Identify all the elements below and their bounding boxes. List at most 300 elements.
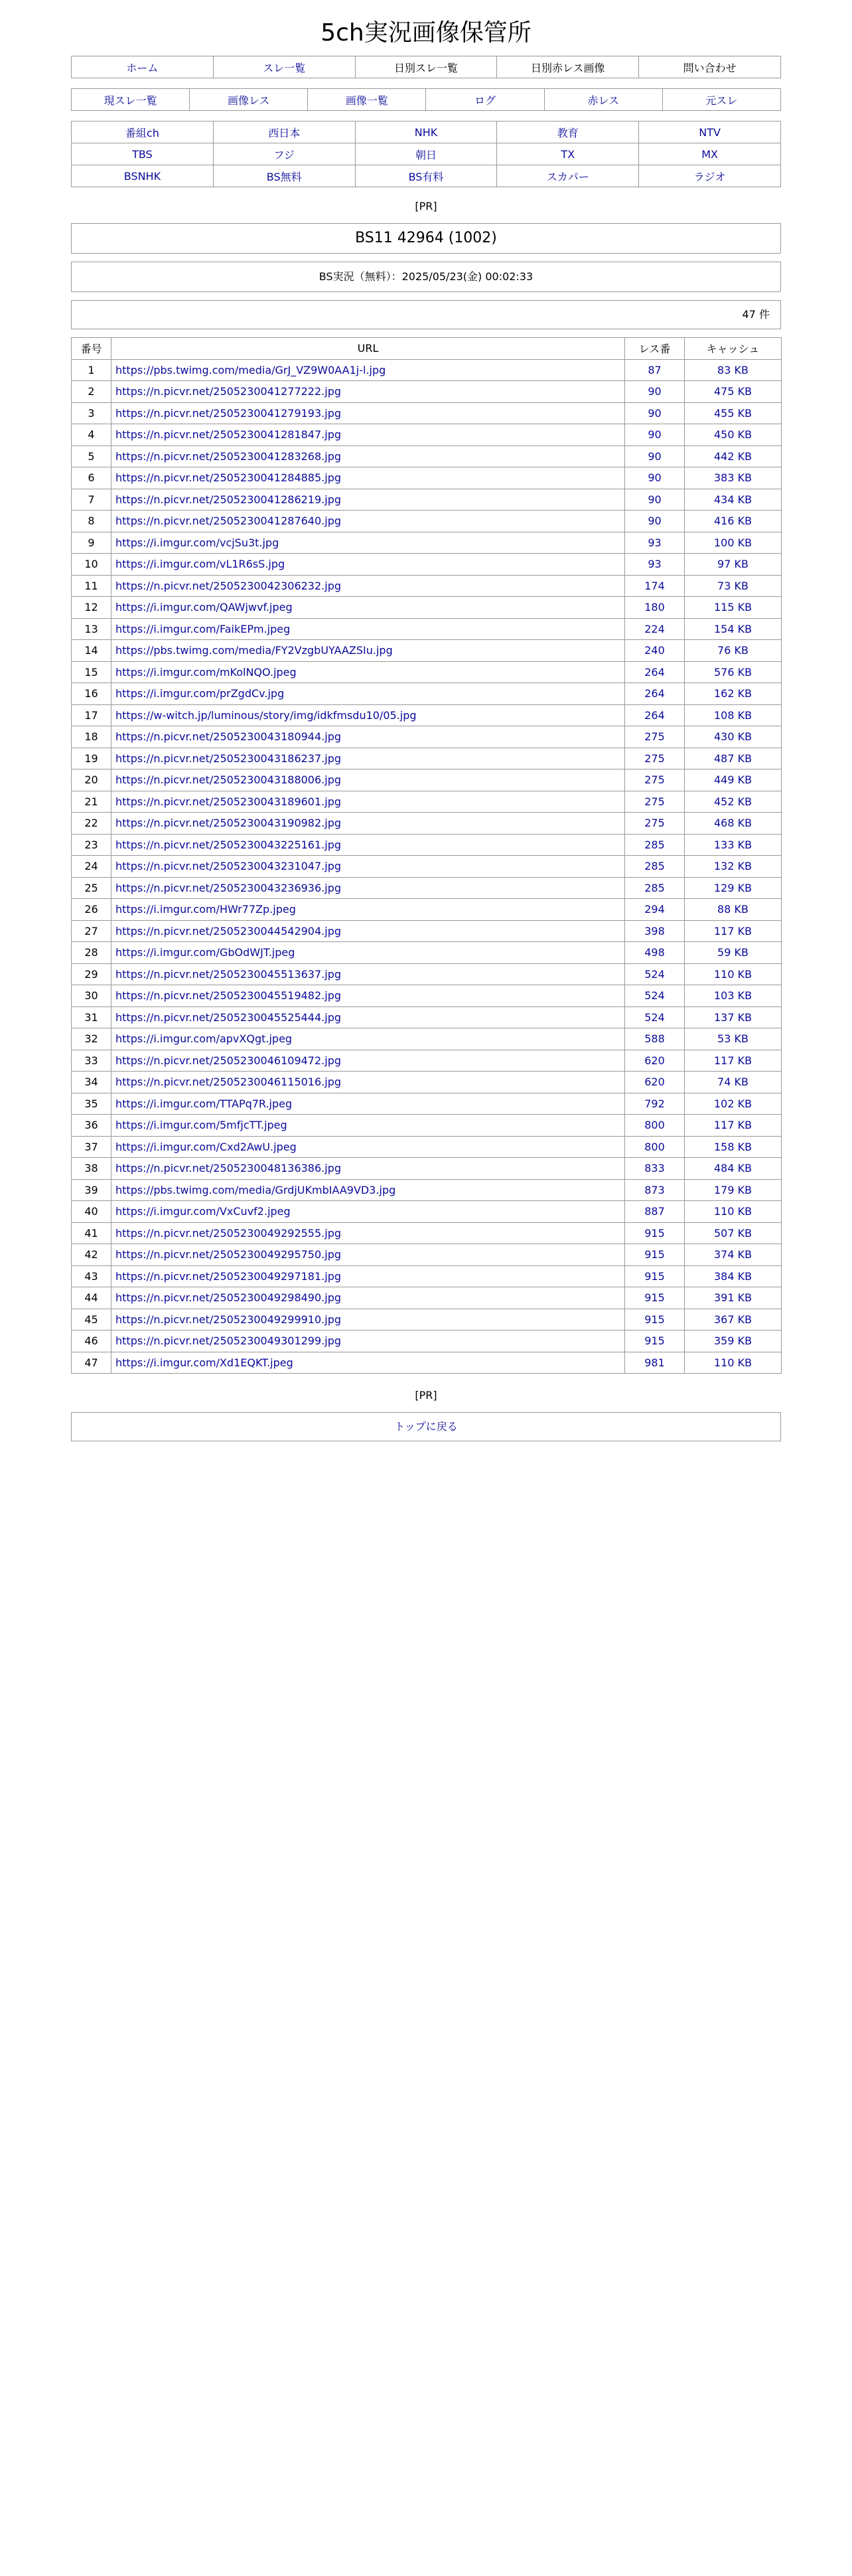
row-cache[interactable]: 384 KB <box>713 1269 752 1283</box>
row-url-cell[interactable] <box>111 1244 625 1266</box>
row-url-cell[interactable] <box>111 597 625 619</box>
row-url[interactable]: https://n.picvr.net/2505230043186237.jpg <box>115 752 342 765</box>
row-res-number-cell[interactable] <box>625 1050 685 1072</box>
thread-nav-item[interactable] <box>662 89 780 111</box>
board-link-label[interactable]: 西日本 <box>268 126 301 139</box>
main-nav-item-label[interactable]: スレ一覧 <box>263 61 306 74</box>
row-url[interactable]: https://n.picvr.net/2505230048136386.jpg <box>115 1162 342 1175</box>
row-res-number-cell[interactable] <box>625 489 685 511</box>
row-res-number[interactable]: 240 <box>644 644 665 657</box>
board-link[interactable] <box>497 143 639 165</box>
board-link-label[interactable]: 朝日 <box>415 148 437 161</box>
row-res-number[interactable]: 915 <box>644 1313 665 1326</box>
row-cache[interactable]: 576 KB <box>713 665 752 679</box>
row-url-cell[interactable] <box>111 1050 625 1072</box>
row-url[interactable]: https://n.picvr.net/2505230043190982.jpg <box>115 817 342 830</box>
row-res-number-cell[interactable] <box>625 1309 685 1330</box>
row-url-cell[interactable] <box>111 1287 625 1309</box>
board-link-label[interactable]: スカパー <box>546 170 589 183</box>
row-res-number-cell[interactable] <box>625 359 685 381</box>
row-res-number-cell[interactable] <box>625 1115 685 1137</box>
thread-nav-item-label[interactable]: 元スレ <box>705 94 738 107</box>
row-url[interactable]: https://i.imgur.com/mKolNQO.jpeg <box>115 665 297 679</box>
row-url[interactable]: https://n.picvr.net/2505230043188006.jpg <box>115 773 342 787</box>
row-cache-cell[interactable] <box>685 942 782 964</box>
row-url[interactable]: https://i.imgur.com/vL1R6sS.jpg <box>115 558 285 571</box>
thread-nav-item-label[interactable]: 現スレ一覧 <box>104 94 157 107</box>
row-cache[interactable]: 359 KB <box>713 1334 752 1348</box>
main-nav-item-label[interactable]: ホーム <box>126 61 159 74</box>
row-res-number[interactable]: 180 <box>644 601 665 614</box>
board-link[interactable] <box>355 165 497 187</box>
row-res-number-cell[interactable] <box>625 942 685 964</box>
row-res-number-cell[interactable] <box>625 1072 685 1093</box>
row-cache-cell[interactable] <box>685 920 782 942</box>
row-res-number-cell[interactable] <box>625 1265 685 1287</box>
row-url[interactable]: https://n.picvr.net/2505230042306232.jpg <box>115 579 342 592</box>
row-url[interactable]: https://n.picvr.net/2505230044542904.jpg <box>115 924 342 937</box>
row-res-number[interactable]: 93 <box>648 558 662 571</box>
row-cache-cell[interactable] <box>685 489 782 511</box>
board-link-label[interactable]: TX <box>561 147 575 161</box>
row-res-number-cell[interactable] <box>625 1006 685 1028</box>
row-res-number-cell[interactable] <box>625 1201 685 1223</box>
row-res-number[interactable]: 87 <box>648 363 662 376</box>
row-url[interactable]: https://n.picvr.net/2505230043231047.jpg <box>115 860 342 873</box>
row-url[interactable]: https://n.picvr.net/2505230045519482.jpg <box>115 989 342 1003</box>
row-cache-cell[interactable] <box>685 704 782 726</box>
row-res-number[interactable]: 873 <box>644 1183 665 1196</box>
row-cache-cell[interactable] <box>685 424 782 446</box>
row-url-cell[interactable] <box>111 1309 625 1330</box>
row-cache[interactable]: 97 KB <box>717 558 748 571</box>
row-url[interactable]: https://i.imgur.com/FaikEPm.jpeg <box>115 622 291 635</box>
row-url-cell[interactable] <box>111 424 625 446</box>
row-cache[interactable]: 450 KB <box>713 428 752 442</box>
row-cache-cell[interactable] <box>685 748 782 769</box>
row-url-cell[interactable] <box>111 1330 625 1352</box>
board-link-label[interactable]: MX <box>701 147 718 161</box>
row-cache[interactable]: 367 KB <box>713 1313 752 1326</box>
row-url-cell[interactable] <box>111 856 625 878</box>
row-url[interactable]: https://n.picvr.net/2505230046109472.jpg <box>115 1054 342 1067</box>
row-url[interactable]: https://i.imgur.com/vcjSu3t.jpg <box>115 536 279 549</box>
row-res-number[interactable]: 800 <box>644 1140 665 1153</box>
board-link-label[interactable]: NHK <box>414 125 438 139</box>
board-link[interactable] <box>72 165 214 187</box>
board-link-label[interactable]: NTV <box>699 125 721 139</box>
row-cache-cell[interactable] <box>685 575 782 597</box>
row-cache[interactable]: 468 KB <box>713 817 752 830</box>
row-cache[interactable]: 374 KB <box>713 1248 752 1261</box>
row-url[interactable]: https://i.imgur.com/TTAPq7R.jpeg <box>115 1097 293 1110</box>
row-cache-cell[interactable] <box>685 683 782 705</box>
row-cache-cell[interactable] <box>685 1222 782 1244</box>
row-url[interactable]: https://n.picvr.net/2505230041277222.jpg <box>115 385 342 398</box>
row-res-number-cell[interactable] <box>625 726 685 748</box>
board-link-label[interactable]: 番組ch <box>125 126 159 139</box>
row-cache-cell[interactable] <box>685 1179 782 1201</box>
thread-nav-item-label[interactable]: 赤レス <box>587 94 619 107</box>
row-url-cell[interactable] <box>111 467 625 489</box>
row-url[interactable]: https://i.imgur.com/apvXQgt.jpeg <box>115 1032 293 1046</box>
row-cache-cell[interactable] <box>685 445 782 467</box>
row-res-number-cell[interactable] <box>625 920 685 942</box>
row-url-cell[interactable] <box>111 899 625 921</box>
row-url[interactable]: https://i.imgur.com/5mfjcTT.jpeg <box>115 1119 287 1132</box>
row-cache[interactable]: 416 KB <box>713 515 752 528</box>
row-res-number-cell[interactable] <box>625 511 685 532</box>
row-url-cell[interactable] <box>111 834 625 856</box>
row-url-cell[interactable] <box>111 381 625 403</box>
row-cache-cell[interactable] <box>685 877 782 899</box>
main-nav-item[interactable] <box>213 56 355 78</box>
row-res-number-cell[interactable] <box>625 1093 685 1115</box>
board-link-label[interactable]: TBS <box>132 147 153 161</box>
row-res-number-cell[interactable] <box>625 704 685 726</box>
row-cache[interactable]: 455 KB <box>713 406 752 420</box>
row-url-cell[interactable] <box>111 402 625 424</box>
row-cache[interactable]: 452 KB <box>713 795 752 808</box>
row-cache-cell[interactable] <box>685 1093 782 1115</box>
board-link[interactable] <box>497 121 639 143</box>
row-url-cell[interactable] <box>111 704 625 726</box>
row-res-number-cell[interactable] <box>625 424 685 446</box>
row-cache[interactable]: 88 KB <box>717 903 748 916</box>
row-res-number-cell[interactable] <box>625 1136 685 1158</box>
row-cache[interactable]: 442 KB <box>713 449 752 463</box>
row-res-number[interactable]: 264 <box>644 687 665 700</box>
row-res-number[interactable]: 285 <box>644 860 665 873</box>
row-url[interactable]: https://i.imgur.com/Cxd2AwU.jpeg <box>115 1140 297 1153</box>
board-link[interactable] <box>72 121 214 143</box>
row-url[interactable]: https://n.picvr.net/2505230049292555.jpg <box>115 1226 342 1240</box>
row-url-cell[interactable] <box>111 683 625 705</box>
row-cache-cell[interactable] <box>685 640 782 662</box>
row-cache[interactable]: 117 KB <box>713 1119 752 1132</box>
row-cache[interactable]: 110 KB <box>713 1205 752 1218</box>
board-link[interactable] <box>497 165 639 187</box>
row-url-cell[interactable] <box>111 963 625 985</box>
row-res-number-cell[interactable] <box>625 985 685 1007</box>
row-url-cell[interactable] <box>111 489 625 511</box>
row-cache-cell[interactable] <box>685 1352 782 1374</box>
row-url-cell[interactable] <box>111 877 625 899</box>
row-cache-cell[interactable] <box>685 1158 782 1180</box>
row-res-number-cell[interactable] <box>625 1330 685 1352</box>
row-url[interactable]: https://n.picvr.net/2505230041281847.jpg <box>115 428 342 442</box>
row-res-number-cell[interactable] <box>625 748 685 769</box>
row-res-number-cell[interactable] <box>625 640 685 662</box>
row-cache-cell[interactable] <box>685 1287 782 1309</box>
row-url[interactable]: https://n.picvr.net/2505230046115016.jpg <box>115 1076 342 1089</box>
row-cache[interactable]: 110 KB <box>713 967 752 981</box>
row-cache[interactable]: 53 KB <box>717 1032 748 1046</box>
row-cache[interactable]: 137 KB <box>713 1010 752 1024</box>
row-res-number-cell[interactable] <box>625 467 685 489</box>
row-cache-cell[interactable] <box>685 1201 782 1223</box>
row-res-number[interactable]: 285 <box>644 881 665 894</box>
row-url[interactable]: https://n.picvr.net/2505230043236936.jpg <box>115 881 342 894</box>
row-cache-cell[interactable] <box>685 1006 782 1028</box>
row-cache[interactable]: 133 KB <box>713 838 752 851</box>
row-url-cell[interactable] <box>111 920 625 942</box>
row-res-number[interactable]: 915 <box>644 1269 665 1283</box>
row-url-cell[interactable] <box>111 618 625 640</box>
thread-nav-item[interactable] <box>190 89 308 111</box>
row-url-cell[interactable] <box>111 511 625 532</box>
row-res-number[interactable]: 275 <box>644 730 665 744</box>
row-res-number-cell[interactable] <box>625 963 685 985</box>
row-res-number[interactable]: 620 <box>644 1076 665 1089</box>
row-url-cell[interactable] <box>111 640 625 662</box>
row-url[interactable]: https://pbs.twimg.com/media/GrJ_VZ9W0AA1j-l.jpg <box>115 363 386 376</box>
board-link-label[interactable]: 教育 <box>557 126 579 139</box>
row-url-cell[interactable] <box>111 1115 625 1137</box>
thread-nav-item-label[interactable]: ログ <box>474 94 496 107</box>
row-cache[interactable]: 115 KB <box>713 601 752 614</box>
row-url-cell[interactable] <box>111 769 625 791</box>
thread-nav-item-label[interactable]: 画像一覧 <box>345 94 388 107</box>
row-res-number-cell[interactable] <box>625 445 685 467</box>
row-res-number[interactable]: 275 <box>644 795 665 808</box>
row-res-number[interactable]: 294 <box>644 903 665 916</box>
row-res-number[interactable]: 174 <box>644 579 665 592</box>
row-res-number[interactable]: 833 <box>644 1162 665 1175</box>
row-cache[interactable]: 154 KB <box>713 622 752 635</box>
row-res-number[interactable]: 90 <box>648 493 662 506</box>
board-link[interactable] <box>213 165 355 187</box>
row-url[interactable]: https://n.picvr.net/2505230041284885.jpg <box>115 471 342 485</box>
row-url-cell[interactable] <box>111 813 625 835</box>
row-url[interactable]: https://pbs.twimg.com/media/GrdjUKmbIAA9VD3.jpg <box>115 1183 396 1196</box>
row-cache[interactable]: 162 KB <box>713 687 752 700</box>
thread-nav-item[interactable] <box>308 89 426 111</box>
row-cache[interactable]: 102 KB <box>713 1097 752 1110</box>
row-cache-cell[interactable] <box>685 985 782 1007</box>
row-url[interactable]: https://i.imgur.com/HWr77Zp.jpeg <box>115 903 296 916</box>
row-res-number-cell[interactable] <box>625 618 685 640</box>
row-url[interactable]: https://pbs.twimg.com/media/FY2VzgbUYAAZSIu.jpg <box>115 644 393 657</box>
row-cache[interactable]: 74 KB <box>717 1076 748 1089</box>
row-cache[interactable]: 391 KB <box>713 1291 752 1305</box>
row-res-number-cell[interactable] <box>625 856 685 878</box>
row-res-number-cell[interactable] <box>625 1179 685 1201</box>
row-res-number[interactable]: 285 <box>644 838 665 851</box>
row-cache[interactable]: 83 KB <box>717 363 748 376</box>
row-url-cell[interactable] <box>111 1222 625 1244</box>
row-url[interactable]: https://n.picvr.net/2505230041286219.jpg <box>115 493 342 506</box>
row-res-number[interactable]: 224 <box>644 622 665 635</box>
row-res-number-cell[interactable] <box>625 791 685 813</box>
board-link-label[interactable]: BSNHK <box>123 169 161 183</box>
row-url[interactable]: https://n.picvr.net/2505230049297181.jpg <box>115 1269 342 1283</box>
row-url[interactable]: https://n.picvr.net/2505230049299910.jpg <box>115 1313 342 1326</box>
row-res-number[interactable]: 398 <box>644 924 665 937</box>
row-res-number-cell[interactable] <box>625 813 685 835</box>
row-url-cell[interactable] <box>111 532 625 554</box>
row-url-cell[interactable] <box>111 445 625 467</box>
row-url[interactable]: https://i.imgur.com/GbOdWJT.jpeg <box>115 946 295 959</box>
row-cache[interactable]: 158 KB <box>713 1140 752 1153</box>
row-res-number[interactable]: 588 <box>644 1032 665 1046</box>
row-url-cell[interactable] <box>111 554 625 576</box>
row-res-number-cell[interactable] <box>625 1244 685 1266</box>
row-res-number-cell[interactable] <box>625 877 685 899</box>
row-cache-cell[interactable] <box>685 1330 782 1352</box>
row-url-cell[interactable] <box>111 942 625 964</box>
row-url[interactable]: https://n.picvr.net/2505230041287640.jpg <box>115 515 342 528</box>
row-res-number[interactable]: 887 <box>644 1205 665 1218</box>
row-res-number[interactable]: 90 <box>648 449 662 463</box>
row-url-cell[interactable] <box>111 1136 625 1158</box>
row-cache[interactable]: 100 KB <box>713 536 752 549</box>
row-cache[interactable]: 103 KB <box>713 989 752 1003</box>
back-to-top-link[interactable]: トップに戻る <box>394 1420 458 1433</box>
row-url[interactable]: https://n.picvr.net/2505230041279193.jpg <box>115 406 342 420</box>
row-res-number[interactable]: 264 <box>644 708 665 722</box>
row-cache-cell[interactable] <box>685 834 782 856</box>
row-cache-cell[interactable] <box>685 1265 782 1287</box>
row-res-number-cell[interactable] <box>625 381 685 403</box>
row-cache-cell[interactable] <box>685 1050 782 1072</box>
row-res-number[interactable]: 792 <box>644 1097 665 1110</box>
row-url-cell[interactable] <box>111 748 625 769</box>
row-res-number-cell[interactable] <box>625 899 685 921</box>
row-url-cell[interactable] <box>111 661 625 683</box>
board-link[interactable] <box>213 121 355 143</box>
row-url-cell[interactable] <box>111 985 625 1007</box>
row-res-number[interactable]: 90 <box>648 471 662 485</box>
row-cache-cell[interactable] <box>685 532 782 554</box>
board-link-label[interactable]: BS有料 <box>408 170 444 183</box>
row-url[interactable]: https://n.picvr.net/2505230045525444.jpg <box>115 1010 342 1024</box>
row-cache[interactable]: 117 KB <box>713 924 752 937</box>
row-res-number-cell[interactable] <box>625 683 685 705</box>
row-cache[interactable]: 430 KB <box>713 730 752 744</box>
row-res-number[interactable]: 90 <box>648 406 662 420</box>
row-cache-cell[interactable] <box>685 1309 782 1330</box>
row-cache[interactable]: 108 KB <box>713 708 752 722</box>
row-res-number[interactable]: 524 <box>644 1010 665 1024</box>
row-cache[interactable]: 73 KB <box>717 579 748 592</box>
board-link[interactable] <box>72 143 214 165</box>
row-cache-cell[interactable] <box>685 1136 782 1158</box>
row-cache-cell[interactable] <box>685 769 782 791</box>
row-url[interactable]: https://n.picvr.net/2505230049295750.jpg <box>115 1248 342 1261</box>
row-res-number-cell[interactable] <box>625 1287 685 1309</box>
row-cache-cell[interactable] <box>685 791 782 813</box>
row-res-number[interactable]: 90 <box>648 428 662 442</box>
row-cache[interactable]: 475 KB <box>713 385 752 398</box>
row-url-cell[interactable] <box>111 1093 625 1115</box>
row-url-cell[interactable] <box>111 1028 625 1050</box>
row-cache-cell[interactable] <box>685 467 782 489</box>
row-url[interactable]: https://i.imgur.com/VxCuvf2.jpeg <box>115 1205 291 1218</box>
board-link[interactable] <box>639 121 781 143</box>
row-url-cell[interactable] <box>111 726 625 748</box>
row-res-number[interactable]: 93 <box>648 536 662 549</box>
row-res-number[interactable]: 800 <box>644 1119 665 1132</box>
row-url[interactable]: https://n.picvr.net/2505230043225161.jpg <box>115 838 342 851</box>
main-nav-item[interactable] <box>72 56 214 78</box>
row-url[interactable]: https://n.picvr.net/2505230045513637.jpg <box>115 967 342 981</box>
row-res-number-cell[interactable] <box>625 532 685 554</box>
row-res-number-cell[interactable] <box>625 402 685 424</box>
row-cache-cell[interactable] <box>685 813 782 835</box>
row-url[interactable]: https://i.imgur.com/QAWjwvf.jpeg <box>115 601 293 614</box>
board-link[interactable] <box>213 143 355 165</box>
row-res-number[interactable]: 915 <box>644 1334 665 1348</box>
row-res-number[interactable]: 90 <box>648 385 662 398</box>
row-res-number-cell[interactable] <box>625 554 685 576</box>
row-url[interactable]: https://w-witch.jp/luminous/story/img/idkfmsdu10/05.jpg <box>115 708 417 722</box>
row-res-number-cell[interactable] <box>625 769 685 791</box>
board-link[interactable] <box>355 121 497 143</box>
row-res-number[interactable]: 524 <box>644 967 665 981</box>
row-cache-cell[interactable] <box>685 856 782 878</box>
row-res-number[interactable]: 915 <box>644 1291 665 1305</box>
row-url-cell[interactable] <box>111 359 625 381</box>
row-cache[interactable]: 434 KB <box>713 493 752 506</box>
row-res-number-cell[interactable] <box>625 1222 685 1244</box>
board-link[interactable] <box>639 165 781 187</box>
row-cache[interactable]: 59 KB <box>717 946 748 959</box>
row-url[interactable]: https://n.picvr.net/2505230049298490.jpg <box>115 1291 342 1305</box>
row-cache-cell[interactable] <box>685 899 782 921</box>
row-cache-cell[interactable] <box>685 661 782 683</box>
board-link-label[interactable]: BS無料 <box>266 170 302 183</box>
thread-nav-item[interactable] <box>426 89 544 111</box>
row-res-number[interactable]: 275 <box>644 752 665 765</box>
row-url-cell[interactable] <box>111 1072 625 1093</box>
row-cache[interactable]: 507 KB <box>713 1226 752 1240</box>
row-url-cell[interactable] <box>111 791 625 813</box>
thread-nav-item-label[interactable]: 画像レス <box>227 94 270 107</box>
row-cache[interactable]: 132 KB <box>713 860 752 873</box>
row-cache-cell[interactable] <box>685 554 782 576</box>
row-cache[interactable]: 449 KB <box>713 773 752 787</box>
row-res-number[interactable]: 915 <box>644 1248 665 1261</box>
row-cache[interactable]: 129 KB <box>713 881 752 894</box>
row-cache-cell[interactable] <box>685 1115 782 1137</box>
board-link[interactable] <box>355 143 497 165</box>
row-cache[interactable]: 484 KB <box>713 1162 752 1175</box>
row-cache-cell[interactable] <box>685 511 782 532</box>
row-url[interactable]: https://n.picvr.net/2505230049301299.jpg <box>115 1334 342 1348</box>
row-cache-cell[interactable] <box>685 963 782 985</box>
row-res-number[interactable]: 981 <box>644 1356 665 1369</box>
row-res-number[interactable]: 275 <box>644 817 665 830</box>
row-res-number-cell[interactable] <box>625 834 685 856</box>
row-res-number-cell[interactable] <box>625 661 685 683</box>
row-res-number-cell[interactable] <box>625 1352 685 1374</box>
row-cache-cell[interactable] <box>685 359 782 381</box>
row-res-number-cell[interactable] <box>625 1028 685 1050</box>
row-res-number-cell[interactable] <box>625 575 685 597</box>
row-url-cell[interactable] <box>111 1265 625 1287</box>
row-cache[interactable]: 383 KB <box>713 471 752 485</box>
row-url[interactable]: https://i.imgur.com/prZgdCv.jpg <box>115 687 285 700</box>
row-cache-cell[interactable] <box>685 597 782 619</box>
row-cache[interactable]: 117 KB <box>713 1054 752 1067</box>
row-res-number[interactable]: 275 <box>644 773 665 787</box>
row-res-number-cell[interactable] <box>625 1158 685 1180</box>
row-res-number[interactable]: 915 <box>644 1226 665 1240</box>
row-res-number[interactable]: 524 <box>644 989 665 1003</box>
row-url-cell[interactable] <box>111 575 625 597</box>
row-cache-cell[interactable] <box>685 381 782 403</box>
